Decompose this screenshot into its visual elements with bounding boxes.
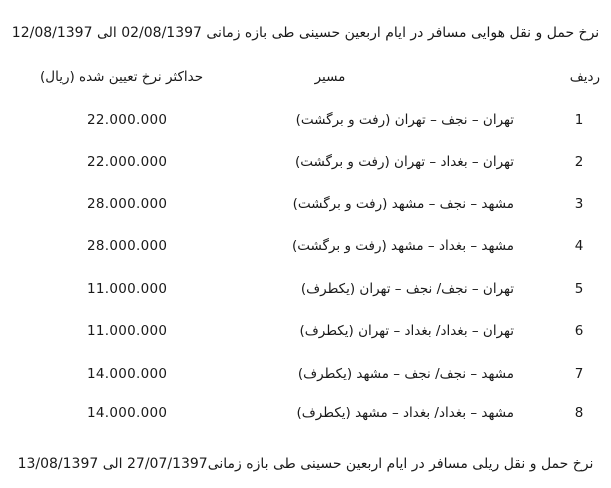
row-route: تهران – نجف – تهران (رفت و برگشت) <box>295 112 514 128</box>
header-route: مسیر <box>314 69 346 85</box>
row-price: 22.000.000 <box>87 112 168 128</box>
table-row <box>0 366 611 386</box>
row-number: 4 <box>574 238 584 254</box>
table-row <box>0 238 611 258</box>
row-price: 11.000.000 <box>87 323 168 339</box>
row-price: 28.000.000 <box>87 196 168 212</box>
table-row <box>0 323 611 343</box>
row-route: مشهد – بغداد – مشهد (رفت و برگشت) <box>291 238 514 254</box>
table-row <box>0 281 611 301</box>
table-row <box>0 154 611 174</box>
row-route: تهران – نجف/ نجف – تهران (یکطرف) <box>300 281 514 297</box>
row-price: 14.000.000 <box>87 366 168 382</box>
row-number: 7 <box>574 366 584 382</box>
row-price: 28.000.000 <box>87 238 168 254</box>
air-fare-title: نرخ حمل و نقل هوایی مسافر در ایام اربعین حسینی طی بازه زمانی 02/08/1397 الی 12/08/1397 <box>11 25 600 41</box>
header-max-price: حداکثر نرخ تعیین شده (ریال) <box>40 69 204 85</box>
table-row <box>0 196 611 216</box>
row-route: تهران – بغداد – تهران (رفت و برگشت) <box>294 154 514 170</box>
table-row <box>0 112 611 132</box>
row-route: تهران – بغداد/ بغداد – تهران (یکطرف) <box>299 323 514 339</box>
header-row-number: ردیف <box>569 69 600 85</box>
row-number: 8 <box>574 405 584 421</box>
row-number: 2 <box>574 154 584 170</box>
row-number: 3 <box>574 196 584 212</box>
row-route: مشهد – نجف/ نجف – مشهد (یکطرف) <box>297 366 514 382</box>
row-price: 22.000.000 <box>87 154 168 170</box>
rail-fare-title: نرخ حمل و نقل ریلی مسافر در ایام اربعین حسینی طی بازه زمانی27/07/1397 الی 13/08/1397 <box>17 456 594 472</box>
row-number: 5 <box>574 281 584 297</box>
table-row <box>0 405 611 425</box>
row-route: مشهد – نجف – مشهد (رفت و برگشت) <box>292 196 514 212</box>
row-number: 1 <box>574 112 584 128</box>
row-number: 6 <box>574 323 584 339</box>
row-price: 14.000.000 <box>87 405 168 421</box>
row-route: مشهد – بغداد/ بغداد – مشهد (یکطرف) <box>296 405 514 421</box>
row-price: 11.000.000 <box>87 281 168 297</box>
